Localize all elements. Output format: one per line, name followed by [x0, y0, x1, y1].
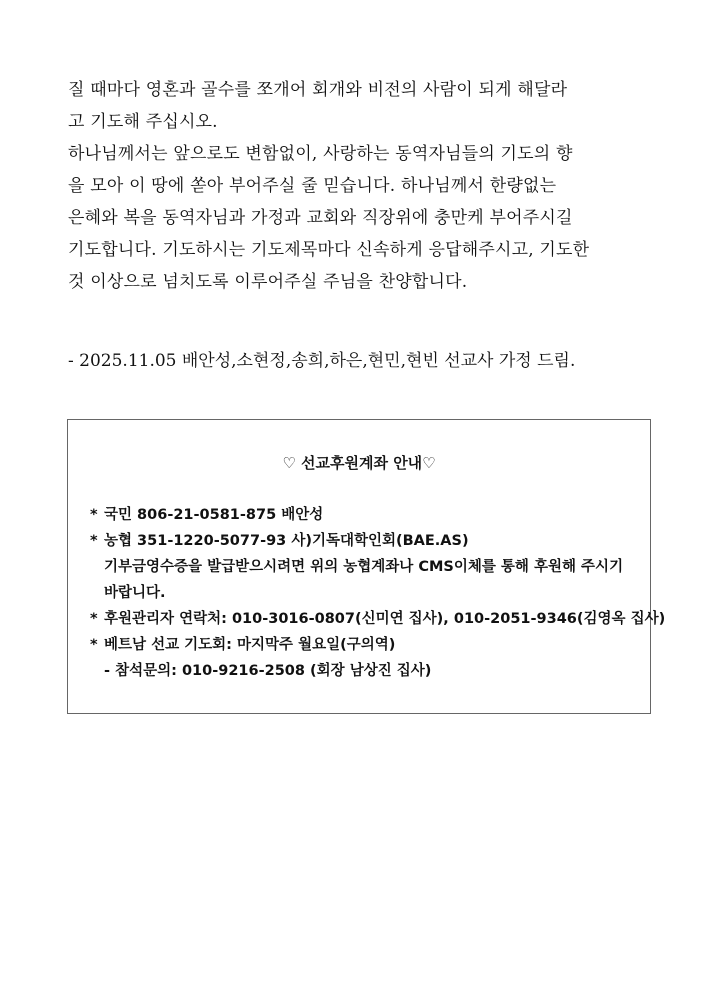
- text-line: 을 모아 이 땅에 쏟아 부어주실 줄 믿습니다. 하나님께서 한량없는: [68, 176, 557, 196]
- paragraph-repentance: [68, 74, 642, 138]
- list-item-nonghyup-account: [90, 528, 650, 554]
- bullet-star: *: [90, 507, 98, 523]
- notice-list: [90, 502, 666, 684]
- text-line: 기도합니다. 기도하시는 기도제목마다 신속하게 응답해주시고, 기도한: [68, 240, 590, 260]
- signature-line: - 2025.11.05 배안성,소현정,송희,하은,현민,현빈 선교사 가정 드림.: [68, 351, 576, 371]
- list-item-kookmin-account: [90, 502, 650, 528]
- bullet-star: *: [90, 611, 98, 627]
- receipt-note-cont: 바랍니다.: [104, 585, 166, 601]
- list-item-prayer-meeting: [90, 632, 650, 658]
- meeting-inquiry: - 참석문의: 010-9216-2508 (회장 남상진 집사): [104, 663, 432, 679]
- meeting-text: 베트남 선교 기도회: 마지막주 월요일(구의역): [104, 637, 396, 653]
- paragraph-blessing: [68, 138, 642, 298]
- text-line: 고 기도해 주십시오.: [68, 112, 218, 132]
- list-item-manager-contact: [90, 606, 666, 632]
- account-text: 농협 351-1220-5077-93 사)기독대학인회(BAE.AS): [104, 533, 469, 549]
- notice-title: ♡ 선교후원계좌 안내♡: [282, 454, 436, 472]
- account-text: 국민 806-21-0581-875 배안성: [104, 507, 324, 523]
- bullet-star: *: [90, 533, 98, 549]
- text-line: 질 때마다 영혼과 골수를 쪼개어 회개와 비전의 사람이 되게 해달라: [68, 80, 568, 100]
- bullet-star: *: [90, 637, 98, 653]
- support-account-notice: [67, 419, 666, 714]
- text-line: 은혜와 복을 동역자님과 가정과 교회와 직장위에 충만케 부어주시길: [68, 208, 573, 228]
- text-line: 것 이상으로 넘치도록 이루어주실 주님을 찬양합니다.: [68, 272, 468, 292]
- text-line: 하나님께서는 앞으로도 변함없이, 사랑하는 동역자님들의 기도의 향: [68, 144, 573, 164]
- letter-body: [68, 74, 642, 298]
- receipt-note: 기부금영수증을 발급받으시려면 위의 농협계좌나 CMS이체를 통해 후원해 주시기: [104, 559, 624, 575]
- contact-text: 후원관리자 연락처: 010-3016-0807(신미연 집사), 010-2051-9346(김영옥 집사): [104, 611, 666, 627]
